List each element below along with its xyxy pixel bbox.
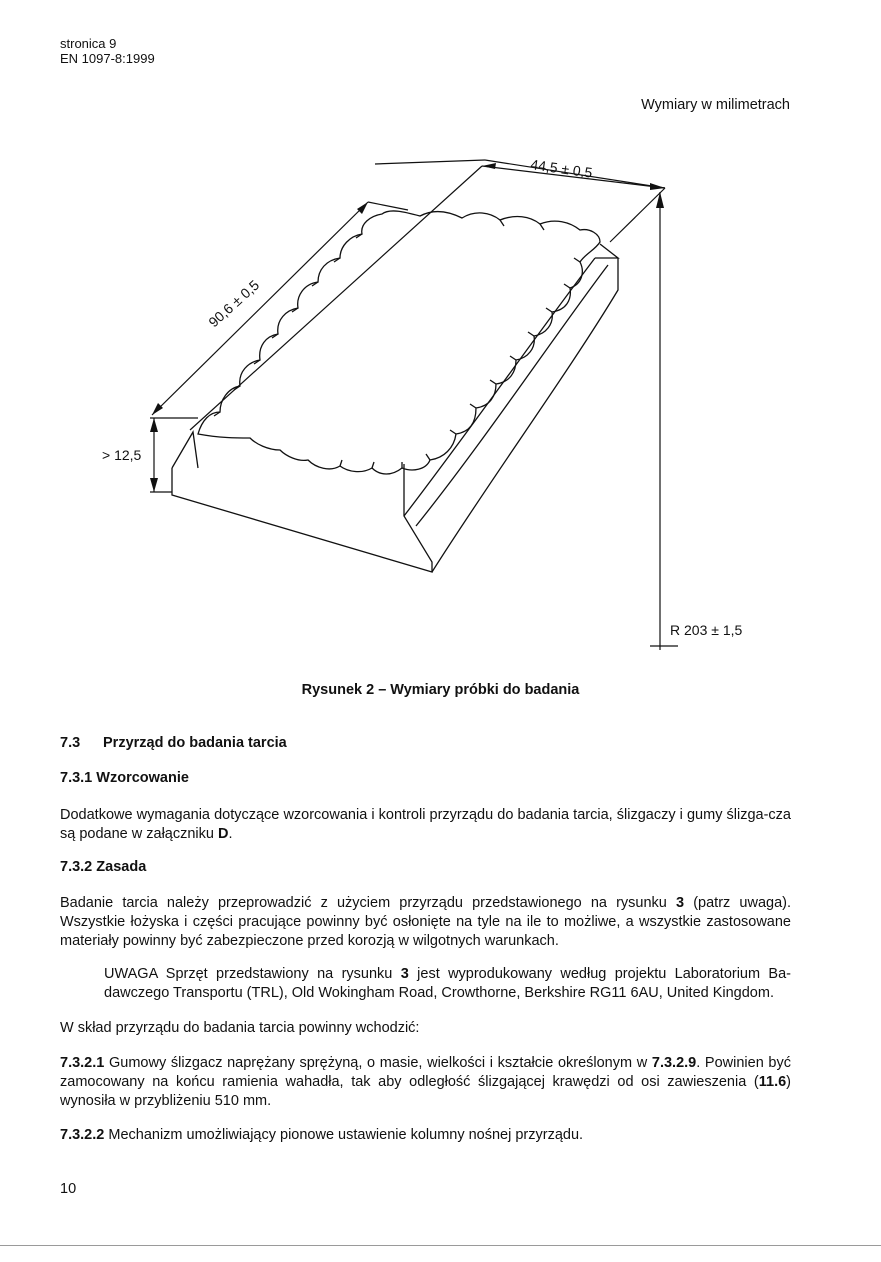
section-number: 7.3.2 [60, 859, 93, 875]
section-title: Przyrząd do badania tarcia [103, 735, 287, 751]
specimen-top-right-edge [595, 244, 618, 258]
paragraph-7-3-2-1: 7.3.2.1 Gumowy ślizgacz naprężany sprężyną, o masie, wielkości i kształcie określonym w 7.3.2.9. Powinien być zamocowany na końcu ramienia wahadła, tak aby odległość ślizgającej krawędzi od osi zawieszenia (11.6) wynosiła w przybliżeniu 510 mm. [60, 1055, 791, 1109]
dim-height-label: > 12,5 [102, 447, 142, 463]
dim-length-label: 90,6 ± 0,5 [205, 276, 263, 331]
dim-radius-label: R 203 ± 1,5 [670, 622, 743, 638]
specimen-right-curve-mid [416, 265, 608, 526]
section-title: Zasada [96, 859, 147, 875]
page-label: stronica 9 [60, 36, 117, 51]
specimen-right-curve-outer [432, 258, 618, 572]
section-7-3 [60, 735, 287, 751]
section-number: 7.3.1 [60, 770, 93, 786]
section-7-3-1 [60, 770, 189, 786]
standard-code: EN 1097-8:1999 [60, 51, 155, 66]
specimen-left-face-inner [172, 432, 198, 468]
specimen-dimension-drawing [90, 150, 810, 660]
section-title: Wzorcowanie [96, 770, 189, 786]
specimen-left-end [172, 464, 432, 572]
specimen-wavy-surface [198, 211, 600, 474]
figure-caption: Rysunek 2 – Wymiary próbki do badania [301, 682, 580, 698]
paragraph-calibration: Dodatkowe wymagania dotyczące wzorcowania i kontroli przyrządu do badania tarcia, ślizgaczy i gumy ślizga-cza są podane w załączniku D. [60, 807, 791, 842]
units-note: Wymiary w milimetrach [641, 97, 790, 113]
page-header [60, 36, 155, 66]
paragraph-principle: Badanie tarcia należy przeprowadzić z użyciem przyrządu przedstawionego na rysunku 3 (patrz uwaga). Wszystkie łożyska i części pracujące powinny być osłonięte na tyle na ile to możliwe, a wszystkie zastosowane materiały powinny być zabezpieczone przed korozją w wilgotnych warunkach. [60, 895, 791, 949]
paragraph-7-3-2-2: 7.3.2.2 Mechanizm umożliwiający pionowe ustawienie kolumny nośnej przyrządu. [60, 1127, 584, 1143]
footer-divider [0, 1245, 881, 1246]
specimen-right-curve-inner [404, 258, 595, 516]
section-7-3-2 [60, 859, 146, 875]
dim-width-label: 44,5 ± 0,5 [529, 156, 594, 181]
section-number: 7.3 [60, 735, 81, 751]
page-number: 10 [60, 1181, 77, 1197]
note-equipment: UWAGA Sprzęt przedstawiony na rysunku 3 jest wyprodukowany według projektu Laboratorium Ba-dawczego Transportu (TRL), Old Wokingham Road, Crowthorne, Berkshire RG11 6AU, United Kingdom. [104, 966, 791, 1001]
paragraph-components-intro: W skład przyrządu do badania tarcia powinny wchodzić: [60, 1020, 420, 1036]
